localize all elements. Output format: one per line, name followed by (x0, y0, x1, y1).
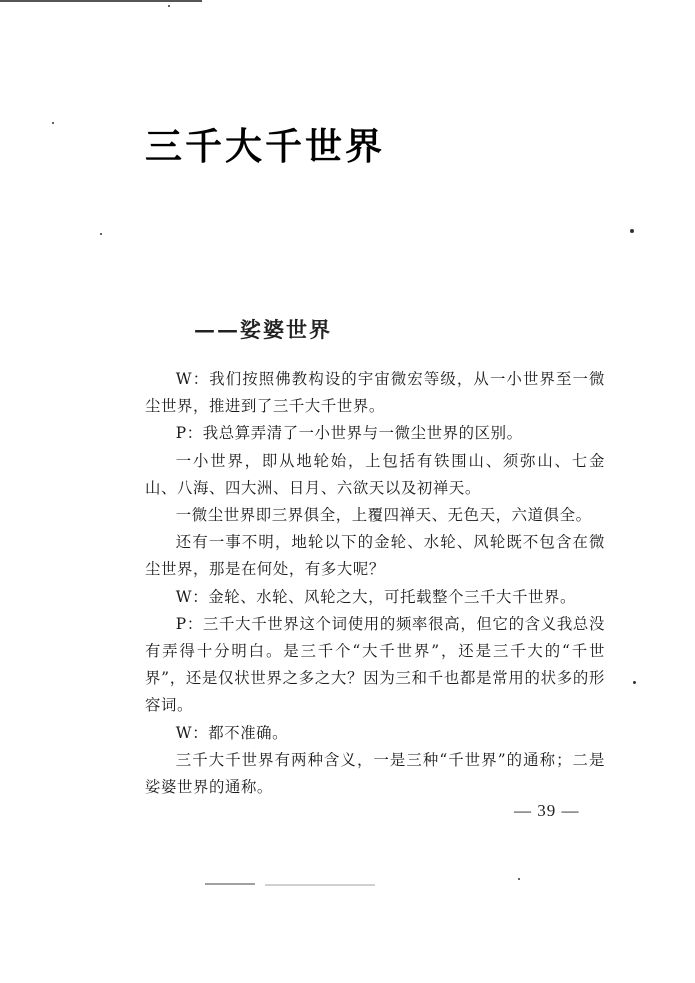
scan-speck (168, 5, 170, 7)
paragraph: 还有一事不明，地轮以下的金轮、水轮、风轮既不包含在微尘世界，那是在何处，有多大呢？ (145, 533, 605, 579)
top-rule (0, 0, 202, 2)
paragraph: 一小世界，即从地轮始，上包括有铁围山、须弥山、七金山、八海、四大洲、日月、六欲天以及初禅天。 (145, 451, 605, 497)
paragraph: 一微尘世界即三界俱全，上覆四禅天、无色天，六道俱全。 (175, 506, 592, 525)
paragraph: W：我们按照佛教构设的宇宙微宏等级，从一小世界至一微尘世界，推进到了三千大千世界。 (145, 370, 605, 416)
paragraph: W：金轮、水轮、风轮之大，可托载整个三千大千世界。 (175, 587, 576, 606)
paragraph: 三千大千世界有两种含义，一是三种“千世界”的通称；二是娑婆世界的通称。 (145, 750, 605, 797)
scan-speck (518, 878, 520, 880)
scan-speck (633, 681, 636, 684)
paragraph: P：我总算弄清了一小世界与一微尘世界的区别。 (175, 424, 523, 443)
scan-speck (630, 229, 634, 233)
section-subtitle: ——娑婆世界 (194, 317, 332, 342)
body-text (145, 366, 605, 801)
scan-smudge (265, 884, 375, 886)
paragraph: P：三千大千世界这个词使用的频率很高，但它的含义我总没有弄得十分明白。是三千个“大千世界”，还是三千大的“千世界”，还是仅状世界之多之大？因为三和千也都是常用的状多的形容词。 (145, 614, 605, 715)
paragraph: W：都不准确。 (175, 723, 289, 742)
scan-speck (100, 233, 102, 235)
page-number: — 39 — (514, 801, 580, 820)
chapter-title: 三千大千世界 (145, 125, 385, 168)
scan-smudge (205, 883, 255, 885)
scan-speck (52, 122, 54, 124)
